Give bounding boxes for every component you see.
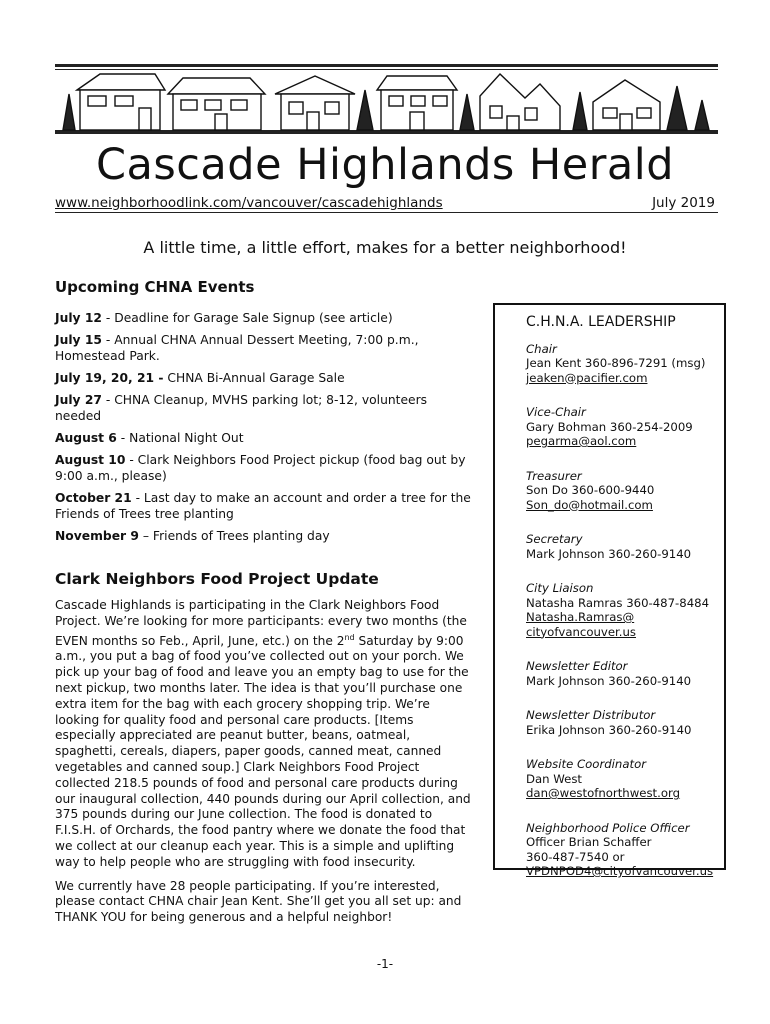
- event-item: [55, 310, 475, 326]
- leadership-heading: C.H.N.A. LEADERSHIP: [526, 314, 676, 330]
- neighborhood-houses-banner: [55, 64, 718, 136]
- newsletter-title: Cascade Highlands Herald: [96, 140, 674, 190]
- leader-role: Newsletter Distributor: [526, 708, 656, 722]
- leader-email[interactable]: dan@westofnorthwest.org: [526, 786, 681, 800]
- page-number: -1-: [376, 957, 394, 971]
- leader-contact: Jean Kent 360-896-7291 (msg): [526, 356, 706, 370]
- food-project-article: [55, 598, 475, 934]
- event-date: July 12: [55, 311, 102, 325]
- event-text: – Friends of Trees planting day: [138, 529, 330, 543]
- leader-role: Secretary: [526, 532, 583, 546]
- event-text: - Annual CHNA Annual Dessert Meeting, 7:00 p.m., Homestead Park.: [55, 333, 419, 363]
- event-date: November 9: [55, 529, 139, 543]
- leader-role: Chair: [526, 341, 557, 356]
- event-date: October 21: [55, 491, 132, 505]
- event-item: [55, 332, 475, 364]
- leader-contact: Mark Johnson 360-260-9140: [526, 546, 692, 561]
- tagline: A little time, a little effort, makes for a better neighborhood!: [143, 238, 627, 257]
- website-link[interactable]: www.neighborhoodlink.com/vancouver/cascadehighlands: [55, 195, 443, 211]
- paragraph-text: Saturday by 9:00 a.m., you put a bag of food you’ve collected out on your porch. We pick up your bag of food and leave you an empty bag to use for the next pickup, two months later. The idea is that you’ll purchase one extra item for the bag with each grocery shopping trip. We’re looking for quality food and personal care products. [Items especially appreciated are peanut butter, beans, oatmeal, spaghetti, cereals, diapers, paper goods, canned meat, canned vegetables and canned soup.] Clark Neighbors Food Project collected 218.5 pounds of food and personal care products during our inaugural collection, 440 pounds during our April collection, and 375 pounds during our June collection. The food is donated to F.I.S.H. of Orchards, the food pantry where we donate the food that we collect at our cleanup each year. This is a simple and uplifting way to help people who are struggling with food insecurity.: [55, 633, 471, 869]
- header-divider: [55, 212, 718, 213]
- event-item: [55, 452, 475, 484]
- leader-role: Newsletter Editor: [526, 659, 628, 673]
- leader-email[interactable]: jeaken@pacifier.com: [526, 370, 648, 385]
- leader-entry: [526, 342, 710, 386]
- leader-role: Website Coordinator: [526, 757, 647, 771]
- food-project-heading: Clark Neighbors Food Project Update: [55, 570, 379, 588]
- article-paragraph: We currently have 28 people participating. If you’re interested, please contact CHNA chair Jean Kent. She’ll get you all set up: and THANK YOU for being generous and a helpful neighbor!: [55, 878, 462, 925]
- leader-email[interactable]: Natasha.Ramras@ cityofvancouver.us: [526, 610, 636, 639]
- event-item: [55, 490, 475, 522]
- leader-entry: [526, 820, 714, 879]
- events-list: [55, 310, 475, 550]
- leader-entry: [526, 757, 710, 801]
- event-text: - Deadline for Garage Sale Signup (see article): [101, 311, 393, 325]
- leadership-box: [493, 303, 726, 878]
- leader-entry: [526, 581, 710, 639]
- leader-role: Vice-Chair: [526, 405, 586, 419]
- leader-entry: [526, 659, 710, 688]
- event-text: - Clark Neighbors Food Project pickup (food bag out by 9:00 a.m., please): [55, 453, 466, 483]
- event-text: - Last day to make an account and order a tree for the Friends of Trees tree planting: [55, 491, 471, 521]
- leader-contact: Mark Johnson 360-260-9140: [526, 673, 692, 688]
- paragraph-text: Cascade Highlands is participating in the Clark Neighbors Food Project. We’re looking for more participants: every two months (the EVEN months so Feb., April, June, etc.) on the 2: [55, 598, 467, 648]
- issue-date: July 2019: [652, 195, 715, 211]
- event-date: July 19, 20, 21 -: [55, 371, 164, 385]
- event-item: [55, 528, 475, 544]
- event-item: [55, 392, 475, 424]
- leader-entry: [526, 532, 710, 561]
- events-heading: Upcoming CHNA Events: [55, 278, 255, 296]
- leader-email[interactable]: VPDNPOD4@cityofvancouver.us: [526, 864, 714, 878]
- event-item: [55, 430, 475, 446]
- article-paragraph: [55, 598, 475, 871]
- leader-email[interactable]: Son_do@hotmail.com: [526, 497, 653, 512]
- leader-contact: Erika Johnson 360-260-9140: [526, 722, 692, 737]
- event-date: August 6: [55, 431, 117, 445]
- ordinal-superscript: nd: [344, 632, 355, 642]
- event-date: August 10: [55, 453, 126, 467]
- event-date: July 27: [55, 393, 102, 407]
- leader-entry: [526, 405, 710, 449]
- leader-contact: Son Do 360-600-9440: [526, 483, 655, 497]
- leader-contact: Gary Bohman 360-254-2009: [526, 419, 693, 434]
- leader-contact: Officer Brian Schaffer: [526, 835, 652, 849]
- leader-entry: [526, 708, 710, 737]
- leader-role: Treasurer: [526, 468, 582, 483]
- leader-contact: Dan West: [526, 771, 583, 786]
- leader-role: Neighborhood Police Officer: [526, 820, 690, 835]
- leader-email[interactable]: pegarma@aol.com: [526, 434, 637, 448]
- leader-contact: Natasha Ramras 360-487-8484: [526, 595, 709, 610]
- event-item: [55, 370, 475, 386]
- event-text: - National Night Out: [116, 431, 244, 445]
- leader-contact: 360-487-7540 or: [526, 849, 625, 864]
- leader-entry: [526, 469, 710, 513]
- leader-role: City Liaison: [526, 581, 594, 595]
- event-text: - CHNA Cleanup, MVHS parking lot; 8-12, volunteers needed: [55, 393, 428, 423]
- event-text: CHNA Bi-Annual Garage Sale: [163, 371, 345, 385]
- event-date: July 15: [55, 333, 102, 347]
